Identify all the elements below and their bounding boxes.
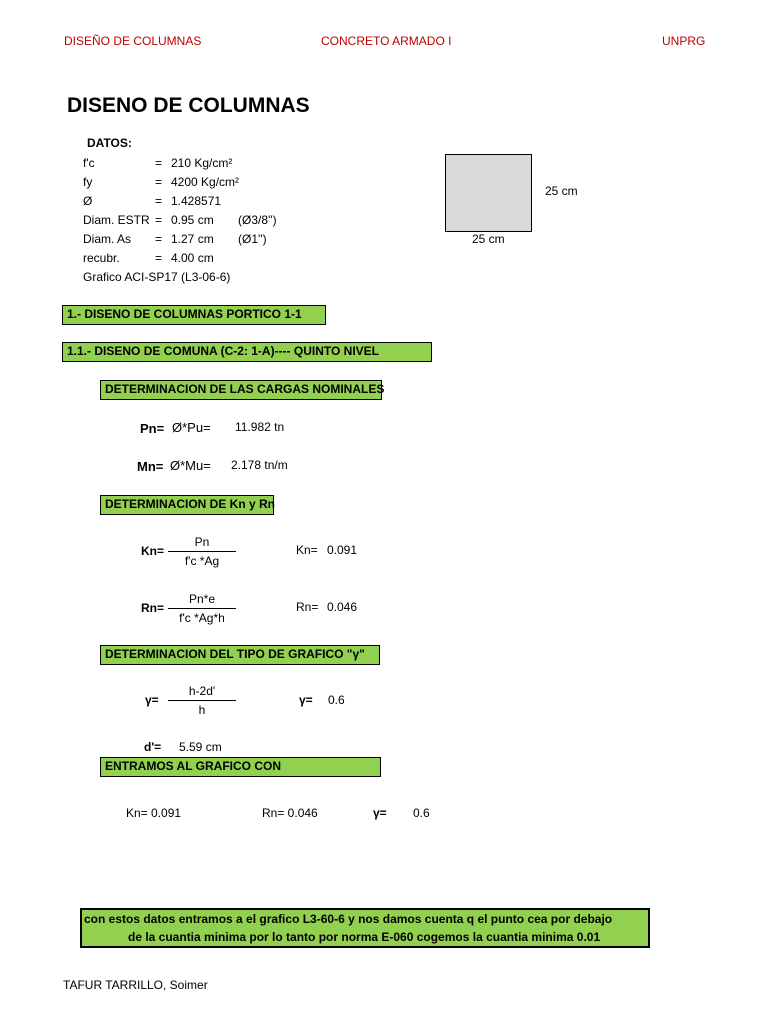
- section-1-heading: 1.- DISENO DE COLUMNAS PORTICO 1-1: [62, 305, 326, 325]
- rn-denominator: f'c *Ag*h: [179, 611, 225, 625]
- gamma-numerator: h-2d': [188, 684, 216, 698]
- datos-eq: =: [155, 194, 163, 208]
- gamma-fraction: [168, 684, 236, 717]
- header-left: DISEÑO DE COLUMNAS: [64, 34, 202, 48]
- datos-value: 0.95 cm: [171, 213, 214, 227]
- kn-numerator: Pn: [194, 535, 210, 549]
- pn-value: 11.982 tn: [235, 420, 285, 434]
- mn-formula: Ø*Mu=: [170, 458, 211, 473]
- datos-eq: =: [155, 175, 163, 189]
- section-1-1-heading: 1.1.- DISENO DE COMUNA (C-2: 1-A)---- QUINTO NIVEL: [62, 342, 432, 362]
- datos-heading: DATOS:: [87, 136, 132, 150]
- entramos-gamma-value: 0.6: [413, 806, 430, 820]
- gamma-denominator: h: [198, 703, 206, 717]
- entramos-gamma-label: γ=: [373, 806, 387, 820]
- datos-eq: =: [155, 156, 163, 170]
- kn-label: Kn=: [141, 544, 165, 558]
- entramos-heading: ENTRAMOS AL GRAFICO CON: [100, 757, 381, 777]
- gamma-fraction-bar: [168, 700, 236, 701]
- tipo-heading: DETERMINACION DEL TIPO DE GRAFICO "γ": [100, 645, 380, 665]
- gamma-result-value: 0.6: [328, 693, 345, 707]
- rn-numerator: Pn*e: [188, 592, 216, 606]
- datos-label: recubr.: [83, 251, 120, 265]
- note-line-2: de la cuantia minima por lo tanto por norma E-060 cogemos la cuantia minima 0.01: [128, 930, 601, 944]
- footer-author: TAFUR TARRILLO, Soimer: [63, 978, 208, 992]
- pn-formula: Ø*Pu=: [172, 420, 211, 435]
- entramos-rn: Rn= 0.046: [262, 806, 318, 820]
- header-center: CONCRETO ARMADO I: [321, 34, 452, 48]
- datos-label: fy: [83, 175, 93, 189]
- gamma-result-label: γ=: [299, 693, 313, 707]
- datos-eq: =: [155, 232, 163, 246]
- d-prime-label: d'=: [144, 740, 162, 754]
- datos-value: 4.00 cm: [171, 251, 214, 265]
- note-line-1: con estos datos entramos a el grafico L3-60-6 y nos damos cuenta q el punto cea por debajo: [84, 912, 613, 926]
- rn-label: Rn=: [141, 601, 165, 615]
- kn-fraction: [168, 535, 236, 568]
- mn-label: Mn=: [137, 459, 164, 474]
- datos-extra: (Ø1''): [238, 232, 267, 246]
- knrn-heading: DETERMINACION DE Kn y Rn: [100, 495, 274, 515]
- page-title: DISENO DE COLUMNAS: [67, 94, 310, 117]
- header-right: UNPRG: [662, 34, 706, 48]
- mn-value: 2.178 tn/m: [231, 458, 288, 472]
- kn-result-value: 0.091: [327, 543, 358, 557]
- column-section-square: [445, 154, 532, 232]
- rn-fraction: [168, 592, 236, 625]
- gamma-label: γ=: [145, 693, 159, 707]
- datos-value: 210 Kg/cm²: [171, 156, 233, 170]
- datos-label: Diam. ESTR: [83, 213, 150, 227]
- rn-result-label: Rn=: [296, 600, 319, 614]
- datos-label: Ø: [83, 194, 93, 208]
- conclusion-note: [80, 908, 650, 948]
- pn-label: Pn=: [140, 421, 165, 436]
- datos-value: 1.428571: [171, 194, 222, 208]
- datos-value: 4200 Kg/cm²: [171, 175, 240, 189]
- d-prime-value: 5.59 cm: [179, 740, 222, 754]
- datos-extra: (Ø3/8''): [238, 213, 277, 227]
- datos-eq: =: [155, 213, 163, 227]
- datos-label: Diam. As: [83, 232, 132, 246]
- section-width-label: 25 cm: [472, 232, 505, 246]
- cargas-heading: DETERMINACION DE LAS CARGAS NOMINALES: [100, 380, 382, 400]
- datos-eq: =: [155, 251, 163, 265]
- section-height-label: 25 cm: [545, 184, 578, 198]
- rn-result-value: 0.046: [327, 600, 358, 614]
- entramos-kn: Kn= 0.091: [126, 806, 182, 820]
- kn-result-label: Kn=: [296, 543, 318, 557]
- kn-fraction-bar: [168, 551, 236, 552]
- datos-label: f'c: [83, 156, 95, 170]
- rn-fraction-bar: [168, 608, 236, 609]
- datos-value: 1.27 cm: [171, 232, 214, 246]
- datos-grafico: Grafico ACI-SP17 (L3-06-6): [83, 270, 231, 284]
- kn-denominator: f'c *Ag: [184, 554, 220, 568]
